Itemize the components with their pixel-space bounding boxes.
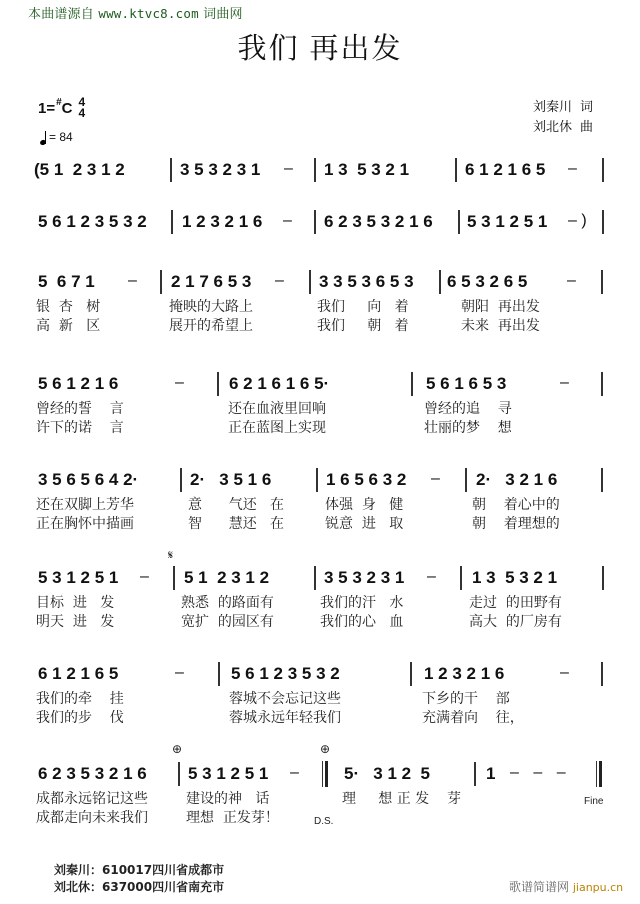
barline [160, 270, 162, 294]
lyric-verse1: 我们的汗 水 [320, 595, 404, 611]
measure: 6 2 3 5 3 2 1 6 [324, 212, 433, 231]
measure: 1 [486, 764, 496, 783]
lyric-verse1: 意 气还 在 [188, 497, 285, 513]
key-one: 1= [38, 99, 56, 117]
tempo-value: = 84 [49, 130, 73, 144]
measure: 1 3 5 3 2 1 [472, 568, 558, 587]
dash: – [284, 160, 293, 177]
barline [602, 158, 604, 182]
lyric-verse2: 展开的希望上 [169, 318, 253, 334]
measure: 5· 3 1 2 5 [344, 764, 430, 783]
source-suffix: 词曲网 [203, 7, 243, 22]
barline [171, 210, 173, 234]
composer-address: 刘北休：637000四川省南充市 [54, 880, 225, 894]
lyric-verse1: 曾经的誓 言 [36, 401, 124, 417]
barline [178, 762, 180, 786]
segno-icon: 𝄋 [168, 548, 174, 562]
measure: 2· 3 2 1 6 [476, 470, 558, 489]
time-top: 4 [78, 95, 86, 109]
lyric-verse1: 蓉城不会忘记这些 [229, 691, 341, 707]
lyric-verse2: 正在胸怀中描画 [36, 516, 134, 532]
barline [460, 566, 462, 590]
coda-icon: ⊕ [320, 742, 331, 756]
source-url[interactable]: www.ktvc8.com [98, 6, 199, 21]
lyric-verse1: 走过 的田野有 [469, 595, 562, 611]
barline [601, 468, 603, 492]
measure: 6 2 1 6 1 6 5· [229, 374, 330, 393]
lyric-verse1: 我们的牵 挂 [36, 691, 124, 707]
lyric-verse2: 朝 着理想的 [472, 516, 560, 532]
measure: 3 5 3 2 3 1 [324, 568, 405, 587]
barline [602, 210, 604, 234]
measure: 1 6 5 6 3 2 [326, 470, 407, 489]
lyricist [533, 98, 593, 118]
fine-marking: Fine [584, 796, 604, 807]
lyric-verse2: 壮丽的梦 想 [424, 420, 512, 436]
measure: 5 1 2 3 1 2 [184, 568, 270, 587]
lyric-verse1: 目标 进 发 [36, 595, 115, 611]
lyric-verse1: 朝阳 再出发 [461, 299, 540, 315]
lyric-verse2: 正在蓝图上实现 [228, 420, 326, 436]
lyric-verse2: 宽扩 的园区有 [181, 614, 274, 630]
lyric-verse1: 还在双脚上芳华 [36, 497, 134, 513]
barline [465, 468, 467, 492]
dash: – [290, 764, 299, 781]
lyric-verse1: 体强 身 健 [325, 497, 404, 513]
measure: 2· 3 5 1 6 [190, 470, 272, 489]
coda-icon: ⊕ [172, 742, 183, 756]
measure: 5 3 1 2 5 1 [188, 764, 269, 783]
measure: 5 6 1 2 1 6 [38, 374, 119, 393]
dash: – [567, 272, 576, 289]
barline [411, 372, 413, 396]
quarter-note-icon [45, 131, 46, 144]
final-barline [596, 761, 602, 787]
lyric-verse2: 蓉城永远年轻我们 [229, 710, 341, 726]
lyric-verse2: 高 新 区 [36, 318, 101, 334]
measure: 1 3 5 3 2 1 [324, 160, 410, 179]
barline [455, 158, 457, 182]
lyric-verse2: 成都走向未来我们 [36, 810, 148, 826]
watermark [509, 878, 623, 895]
barline [410, 662, 412, 686]
measure: 5 6 1 2 3 5 3 2 [231, 664, 340, 683]
barline [309, 270, 311, 294]
lyric-verse2: 高大 的厂房有 [469, 614, 562, 630]
barline [314, 566, 316, 590]
measure: 6 5 3 2 6 5 [447, 272, 528, 291]
lyric-verse1: 熟悉 的路面有 [181, 595, 274, 611]
barline [601, 270, 603, 294]
tempo-marking [40, 130, 73, 144]
lyric-verse1: 曾经的追 寻 [424, 401, 512, 417]
lyric-verse1: 下乡的干 部 [422, 691, 510, 707]
barline [458, 210, 460, 234]
measure: 5 3 1 2 5 1 [38, 568, 119, 587]
dash: – [140, 568, 149, 585]
lyric-verse1: 银 杏 树 [36, 299, 101, 315]
barline [474, 762, 476, 786]
lyricist-role: 词 [580, 100, 594, 115]
repeat-end: – ) [568, 212, 587, 229]
barline [316, 468, 318, 492]
lyric-verse2: 明天 进 发 [36, 614, 115, 630]
title-part2: 再出发 [309, 31, 403, 65]
key-letter: C [61, 99, 73, 117]
measure: 5 6 1 6 5 3 [426, 374, 507, 393]
contact-addresses [54, 862, 224, 896]
lyric-verse2: 许下的诺 言 [36, 420, 124, 436]
sharp-icon: # [56, 96, 62, 108]
dash: – [175, 374, 184, 391]
page-title [0, 26, 640, 67]
lyric-verse2: 智 慧还 在 [188, 516, 285, 532]
time-signature [79, 97, 86, 119]
lyric-verse2: 充满着向 往， [422, 710, 524, 726]
measure: 3 5 6 5 6 4 2· [38, 470, 139, 489]
barline [601, 372, 603, 396]
barline [314, 210, 316, 234]
barline [173, 566, 175, 590]
source-prefix: 本曲谱源自 [28, 7, 95, 22]
source-line [28, 3, 243, 22]
measure: 5 3 1 2 5 1 [467, 212, 548, 231]
lyricist-address: 刘秦川：610017四川省成都市 [54, 863, 225, 877]
composer [533, 118, 593, 138]
watermark-cn: 歌谱简谱网 [509, 880, 570, 894]
measure: 1 2 3 2 1 6 [182, 212, 263, 231]
dash: – [431, 470, 440, 487]
measure: 3 3 5 3 6 5 3 [319, 272, 414, 291]
key-signature [38, 97, 85, 119]
dash: – [175, 664, 184, 681]
lyric-verse2: 锐意 进 取 [325, 516, 404, 532]
lyric-verse1: 建设的神 话 [186, 791, 270, 807]
ds-marking: D.S. [314, 816, 334, 827]
dash: – [427, 568, 436, 585]
lyricist-name: 刘秦川 [533, 100, 573, 115]
dash: – [275, 272, 284, 289]
barline [217, 372, 219, 396]
lyric-verse1: 我们 向 着 [317, 299, 409, 315]
dash: – [128, 272, 137, 289]
measure: (5 1 2 3 1 2 [34, 160, 125, 179]
lyric-verse2: 我们 朝 着 [317, 318, 409, 334]
dash: – [568, 160, 577, 177]
dash: – – – [510, 764, 566, 781]
lyric-verse1: 成都永远铭记这些 [36, 791, 148, 807]
composer-role: 曲 [580, 120, 594, 135]
dash: – [560, 664, 569, 681]
lyric-verse2: 理想 正发芽！ [186, 810, 279, 826]
barline [601, 662, 603, 686]
lyric-verse2: 我们的心 血 [320, 614, 404, 630]
double-barline [322, 761, 328, 787]
barline [180, 468, 182, 492]
lyric-verse1: 理 想 正 发 芽 [342, 791, 461, 807]
title-part1: 我们 [237, 31, 300, 65]
lyric-verse2: 我们的步 伐 [36, 710, 124, 726]
lyric-verse1: 朝 着心中的 [472, 497, 560, 513]
barline [314, 158, 316, 182]
measure: 5 6 1 2 3 5 3 2 [38, 212, 147, 231]
barline [170, 158, 172, 182]
watermark-site[interactable]: jianpu.cn [572, 881, 624, 894]
lyric-verse2: 未来 再出发 [461, 318, 540, 334]
credits [533, 98, 593, 138]
measure: 6 2 3 5 3 2 1 6 [38, 764, 147, 783]
lyric-verse1: 还在血液里回响 [228, 401, 326, 417]
dash: – [560, 374, 569, 391]
measure: 6 1 2 1 6 5 [465, 160, 546, 179]
measure: 2 1 7 6 5 3 [171, 272, 252, 291]
composer-name: 刘北休 [533, 120, 573, 135]
barline [602, 566, 604, 590]
measure: 6 1 2 1 6 5 [38, 664, 119, 683]
lyric-verse1: 掩映的大路上 [169, 299, 253, 315]
barline [218, 662, 220, 686]
measure: 3 5 3 2 3 1 [180, 160, 261, 179]
barline [439, 270, 441, 294]
dash: – [283, 212, 292, 229]
measure: 1 2 3 2 1 6 [424, 664, 505, 683]
measure: 5 6 7 1 [38, 272, 95, 291]
time-bottom: 4 [78, 106, 86, 120]
